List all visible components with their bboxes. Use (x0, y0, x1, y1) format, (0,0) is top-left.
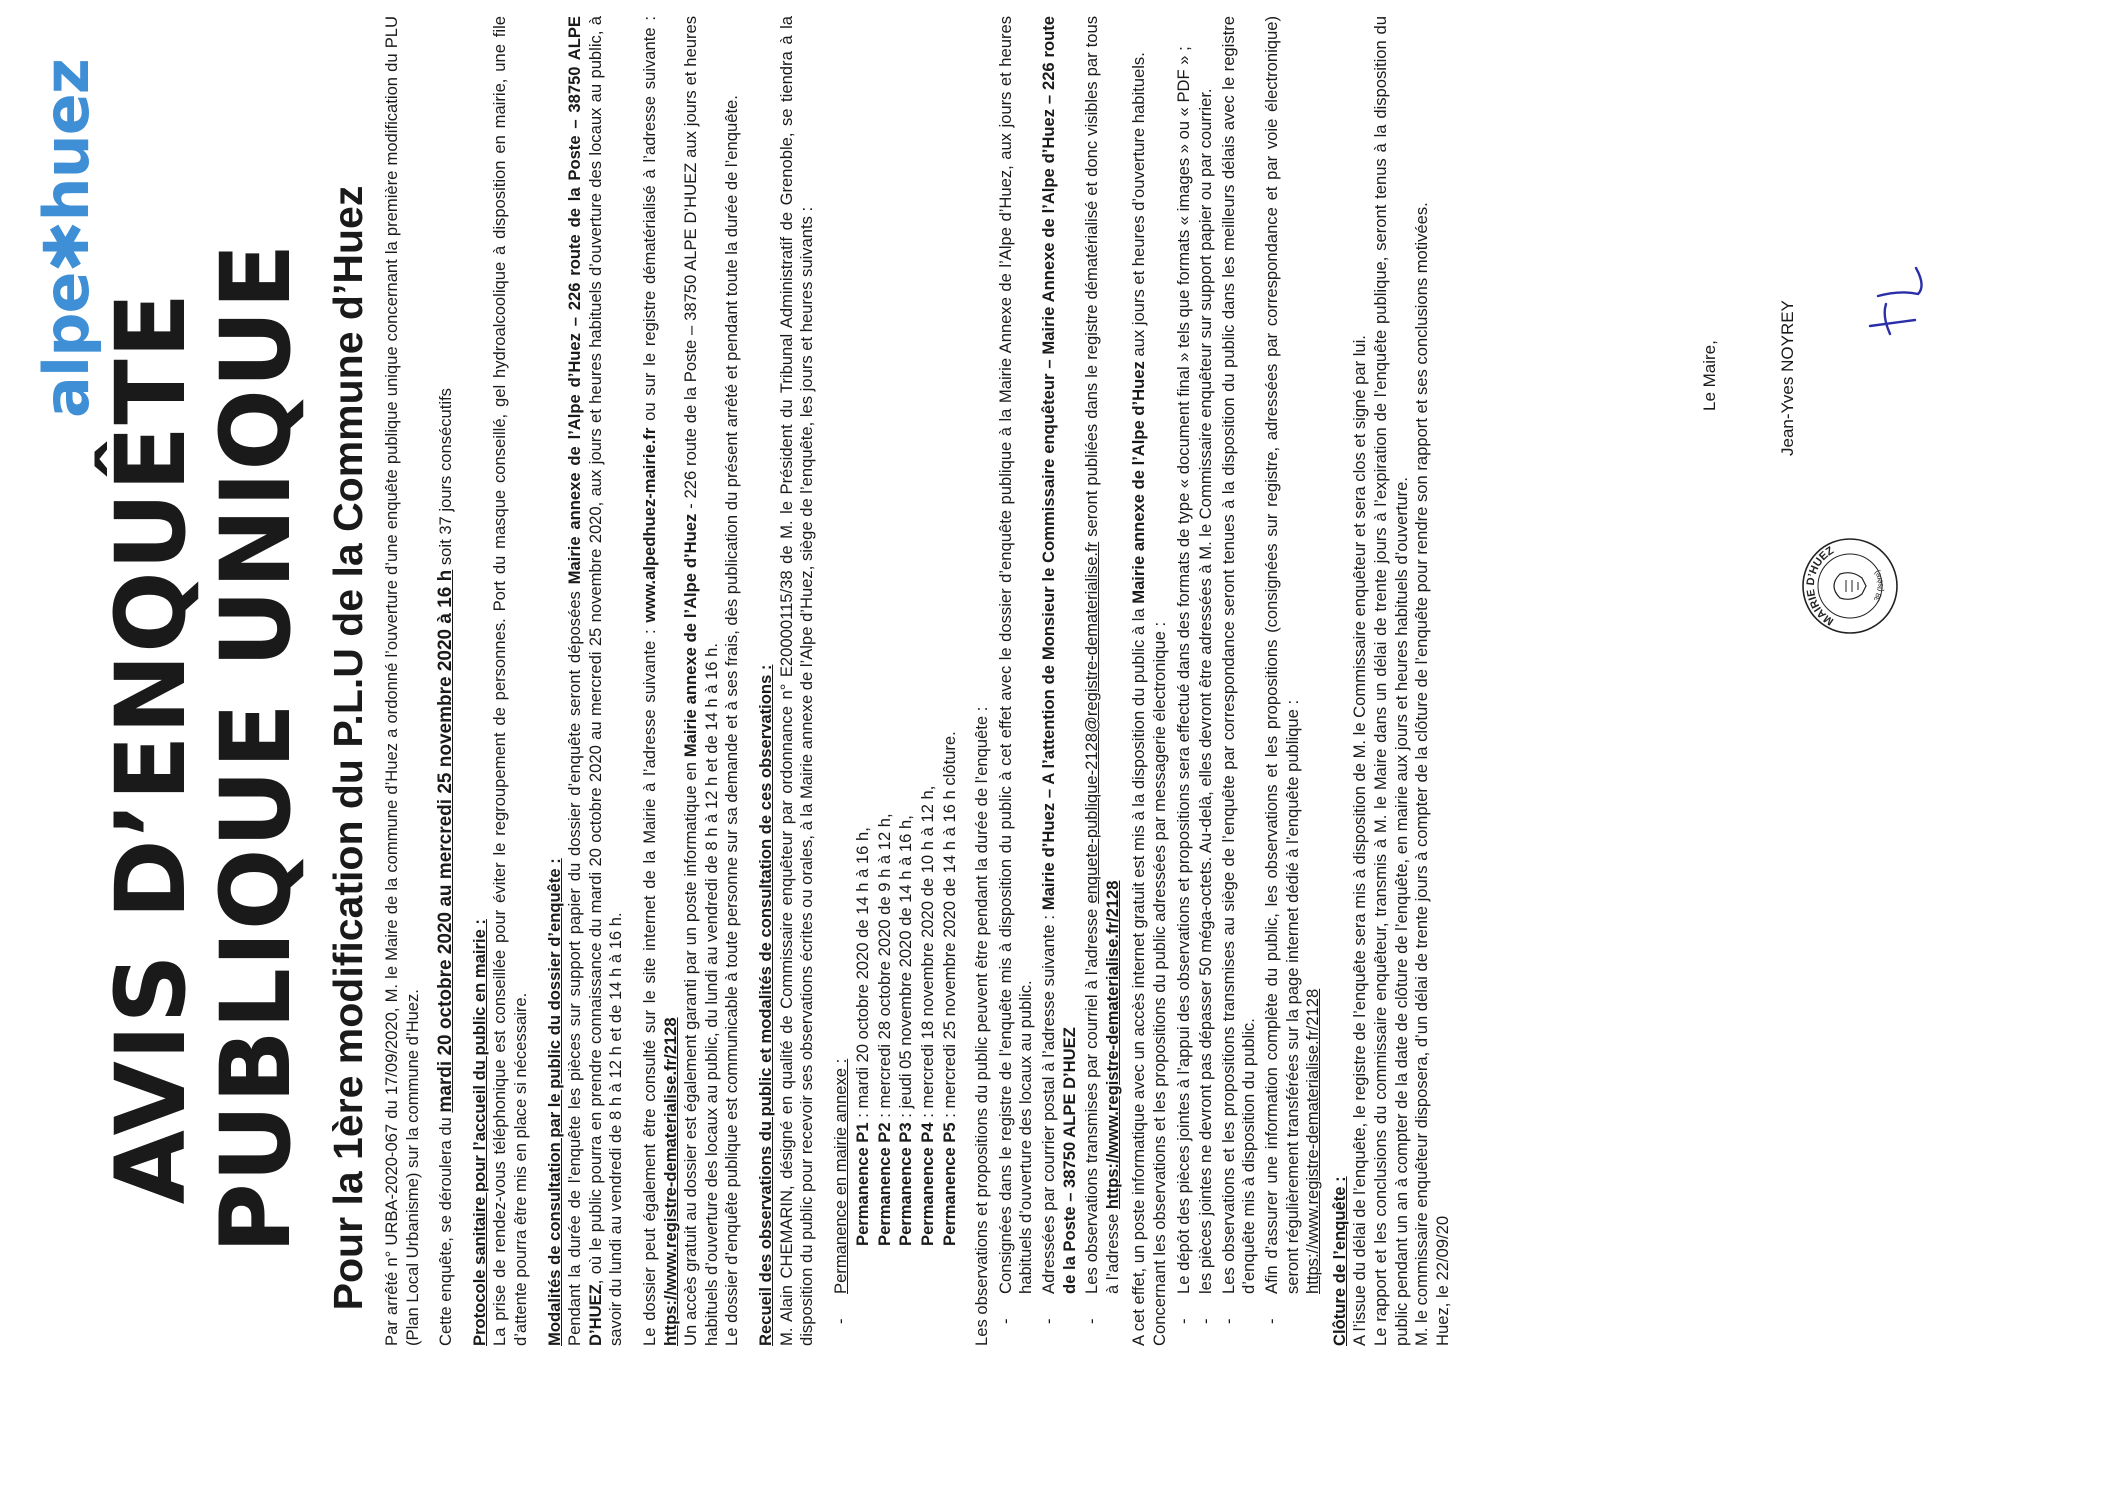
permanence-heading: Permanence en mairie annexe : (830, 1058, 850, 1294)
intro-paragraph: Par arrêté n° URBA-2020-067 du 17/09/2020, M. le Maire de la commune d’Huez a ordonné l’ouverture d’une enquête publique unique concernant la première modification du PLU (Plan Local Urbanisme) sur la commune d’Huez. (382, 16, 422, 1346)
rule-item: - Les observations et les propositions transmises au siège de l’enquête par correspondance seront tenues à la disposition du public dans les meilleurs délais avec le registre d’enquête mis à disposition du public. (1219, 16, 1260, 1294)
title-line-1: AVIS D’ENQUÊTE (95, 291, 207, 1205)
svg-text:MAIRIE D’HUEZ (1805, 544, 1836, 627)
signature-block (1700, 156, 1798, 456)
consultation-section: Modalités de consultation par le public du dossier d’enquête : Pendant la durée de l’enquête les pièces sur support papier du dossier d’enquête seront déposées Mairie annexe de l’Alpe d’Huez – 226 route de la Poste – 38750 ALPE D’HUEZ, où le public pourra en prendre connaissance du mardi 20 octobre 2020 au mercredi 25 novembre 2020, aux jours et heures habituels d’ouverture des locaux au public, à savoir du lundi au vendredi de 8 h à 12 h et de 14 h à 16 h. (544, 16, 626, 1346)
permanence-item: Permanence P1 : mardi 20 octobre 2020 de 14 h à 16 h, (853, 827, 873, 1246)
seal-bottom-text: 38 (Isère) (1872, 568, 1885, 604)
subtitle: Pour la 1ère modification du P.L.U de la Commune d’Huez (325, 185, 371, 1311)
cloture-heading: Clôture de l’enquête : (1329, 1176, 1349, 1346)
rule-item: - les pièces jointes ne devront pas dépasser 50 méga-octets. Au-delà, elles devront être adressées à M. le Commissaire enquêteur sur support papier ou par courrier. (1196, 16, 1217, 1294)
email-link[interactable]: enquete-publique-2128@registre-dematerialise.fr (1082, 541, 1102, 904)
permanence-item: Permanence P3 : jeudi 05 novembre 2020 de 14 h à 16 h, (896, 815, 916, 1246)
enquiry-period: mardi 20 octobre 2020 au mercredi 25 novembre 2020 à 16 h (435, 569, 457, 1113)
poste-paragraph: A cet effet, un poste informatique avec un accès internet gratuit est mis à la disposition du public à la Mairie annexe de l’Alpe d’Huez aux jours et heures d’ouverture habituels. Concernant les observations et les propositions du public adressées par messagerie électronique : (1129, 52, 1169, 1346)
observation-item: - Adressées par courrier postal à l’adresse suivante : Mairie d’Huez – A l’attention de Monsieur le Commissaire enquêteur – Mairie Annexe de l’Alpe d’Huez – 226 route de la Poste – 38750 ALPE D’HUEZ (1039, 16, 1080, 1294)
place-date: Huez, le 22/09/20 (1432, 1215, 1452, 1346)
svg-text:38 (Isère) (1872, 568, 1885, 603)
alpe-huez-logo (30, 59, 103, 418)
observation-item: - Consignées dans le registre de l’enquête mis à disposition du public à cet effet avec le dossier d’enquête publique à la Mairie Annexe de l’Alpe d’Huez, aux jours et heures habituels d’ouverture des locaux au public. (996, 16, 1037, 1294)
protocol-heading: Protocole sanitaire pour l’accueil du public en mairie : (469, 919, 489, 1346)
recueil-section: Recueil des observations du public et modalités de consultation de ces observations : M. Alain CHEMARIN, désigné en qualité de Commissaire enquêteur par ordonnance n° E20000115/38 de M. le Président du Tribunal Administratif de Grenoble, se tiendra à la disposition du public pour recevoir ses observations écrites ou orales, à la Mairie annexe de l’Alpe d’Huez, siège de l’enquête, les jours et heures suivants : (755, 16, 817, 1346)
mairie-website-link[interactable]: www.alpedhuez-mairie.fr (639, 427, 659, 623)
handwritten-signature (1860, 246, 1940, 356)
logo-star-icon: ✱ (30, 221, 103, 273)
cloture-section: Clôture de l’enquête : A l’issue du délai de l’enquête, le registre de l’enquête sera mis à disposition de M. le Commissaire enquêteur et sera clos et signé par lui. Le rapport et les conclusions du commissaire enquêteur, transmis à M. le Maire dans un délai de trente jours à l’expiration de l’enquête publique, seront tenus à la disposition du public pendant un an à compter de la date de clôture de l’enquête, en mairie aux jours et heures habituels d’ouverture. M. le commissaire enquêteur disposera, d’un délai de trente jours à compter de la clôture de l’enquête pour rendre son rapport et ses conclusions motivées. Huez, le 22/09/20 (1329, 16, 1452, 1346)
permanence-list (831, 16, 852, 1294)
mairie-seal-stamp (1800, 536, 1900, 636)
permanence-item: Permanence P2 : mercredi 28 octobre 2020 de 9 h à 12 h, (874, 813, 894, 1246)
rule-item: - Le dépôt des pièces jointes à l’appui des observations et propositions sera effectué dans des formats de type « document final » tels que formats « images » ou « PDF » ; (1174, 16, 1195, 1294)
signatory-role: Le Maire, (1700, 340, 1719, 411)
registre-link[interactable]: https://www.registre-dematerialise.fr/2128 (660, 1017, 680, 1346)
logo-right: huez (30, 59, 103, 222)
permanence-item: Permanence P4 : mercredi 18 novembre 2020 de 10 h à 12 h, (918, 785, 938, 1246)
consultation-heading: Modalités de consultation par le public du dossier d’enquête : (544, 858, 564, 1346)
registre-link-2[interactable]: https://www.registre-dematerialise.fr/2128 (1102, 880, 1122, 1210)
observations-list (996, 16, 1124, 1294)
electronic-rules-list (1174, 16, 1324, 1294)
observation-item: - Les observations transmises par courriel à l’adresse enquete-publique-2128@registre-dematerialise.fr seront publiées dans le registre dématérialisé et donc visibles par tous à l’adresse https://www.registre-dematerialise.fr/2128 (1082, 16, 1123, 1294)
protocol-text: La prise de rendez-vous téléphonique est conseillée pour éviter le regroupement de personnes. Port du masque conseillé, gel hydroalcoolique à disposition en mairie, une file d’attente pourra être mis en place si nécessaire. (490, 16, 530, 1346)
registre-link-3[interactable]: https://www.registre-dematerialise.fr/2128 (1303, 988, 1323, 1294)
notice-body (382, 16, 1466, 1346)
permanence-schedule (853, 16, 960, 1246)
recueil-heading: Recueil des observations du public et modalités de consultation de ces observations : (755, 664, 775, 1346)
seal-top-text: MAIRIE D’HUEZ (1804, 544, 1836, 628)
consultation-online: Le dossier peut également être consulté sur le site internet de la Mairie à l’adresse suivante : www.alpedhuez-mairie.fr ou sur le registre dématérialisé à l’adresse suivante : https://www.registre-dematerialise.fr/2128 Un accès gratuit au dossier est également garanti par un poste informatique en Mairie annexe de l’Alpe d’Huez - 226 route de la Poste – 38750 ALPE D’HUEZ aux jours et heures habituels d’ouverture des locaux au public, du lundi au vendredi de 8 h à 12 h et de 14 h à 16 h. Le dossier d’enquête publique est communicable à toute personne sur sa demande et à ses frais, dès publication du présent arrêté et pendant toute la durée de l’enquête. (639, 16, 742, 1346)
signatory-name: Jean-Yves NOYREY (1778, 300, 1797, 456)
rule-item: - Afin d’assurer une information complète du public, les observations et les propositions (consignées sur registre, adressées par correspondance et par voie électronique) seront régulièrement transférées sur la page internet dédié à l’enquête publique : https://www.registre-dematerialise.fr/2128 (1262, 16, 1324, 1294)
protocol-section (470, 16, 532, 1346)
observations-intro: Les observations et propositions du public peuvent être pendant la durée de l’enquête : (972, 706, 992, 1346)
dates-paragraph: Cette enquête, se déroulera du mardi 20 octobre 2020 au mercredi 25 novembre 2020 à 16 h soit 37 jours consécutifs (435, 388, 457, 1346)
logo-left: alpe (30, 272, 103, 418)
title-line-2: PUBLIQUE UNIQUE (200, 242, 312, 1254)
permanence-item: Permanence P5 : mercredi 25 novembre 2020 de 14 h à 16 h clôture. (939, 731, 959, 1246)
